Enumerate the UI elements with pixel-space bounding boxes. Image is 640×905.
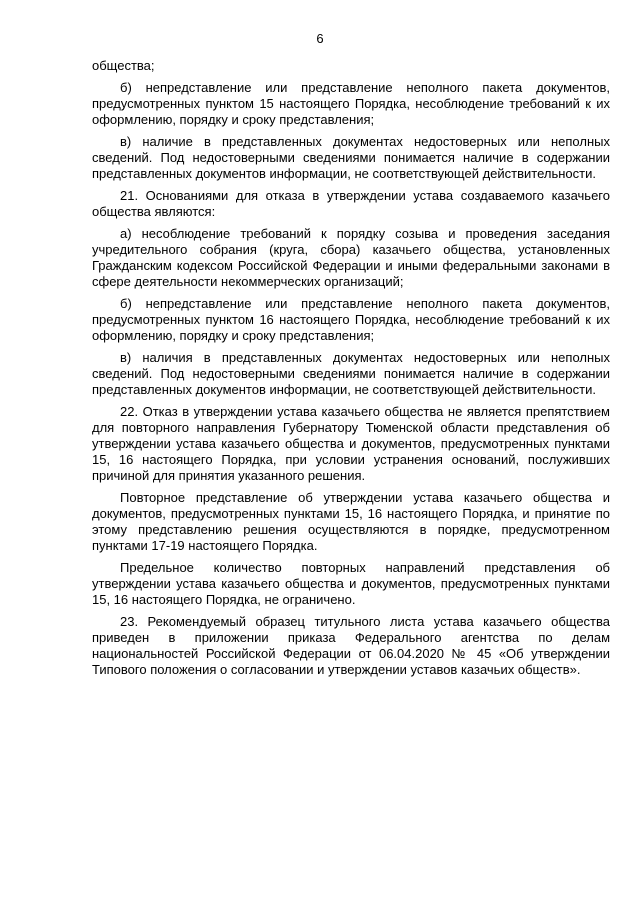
paragraph-item-a-assembly: а) несоблюдение требований к порядку созыва и проведения заседания учредительного собрания (круга, сбора) казачьего общества, установленных Гражданским кодексом Российской Федерации и иными федеральными законами в сфере деятельности некоммерческих организаций; xyxy=(92,226,610,289)
page-number: 6 xyxy=(316,31,324,46)
paragraph-item-v-unreliable-info: в) наличие в представленных документах недостоверных или неполных сведений. Под недостоверными сведениями понимается наличие в содержании представленных документов информации, не соответствующей действительности. xyxy=(92,134,610,181)
paragraph-item-b-point-16: б) непредставление или представление неполного пакета документов, предусмотренных пунктом 16 настоящего Порядка, несоблюдение требований к их оформлению, порядку и сроку представления; xyxy=(92,296,610,343)
paragraph-repeat-submission: Повторное представление об утверждении устава казачьего общества и документов, предусмотренных пунктами 15, 16 настоящего Порядка, и принятие по этому представлению решения осуществляются в порядке, предусмотренном пунктами 17-19 настоящего Порядка. xyxy=(92,490,610,553)
paragraph-continuation: общества; xyxy=(92,58,155,73)
paragraph-item-b-point-15: б) непредставление или представление неполного пакета документов, предусмотренных пунктом 15 настоящего Порядка, несоблюдение требований к их оформлению, порядку и сроку представления; xyxy=(92,80,610,127)
paragraph-section-23: 23. Рекомендуемый образец титульного листа устава казачьего общества приведен в приложении приказа Федерального агентства по делам национальностей Российской Федерации от 06.04.2020 № 45 «Об утверждении Типового положения о согласовании и утверждении уставов казачьих обществ». xyxy=(92,614,610,677)
document-body xyxy=(92,58,610,684)
paragraph-section-22: 22. Отказ в утверждении устава казачьего общества не является препятствием для повторного направления Губернатору Тюменской области представления об утверждении устава казачьего общества и документов, предусмотренных пунктами 15, 16 настоящего Порядка, при условии устранения оснований, послуживших причиной для принятия указанного решения. xyxy=(92,404,610,483)
paragraph-item-v-unreliable-info-2: в) наличия в представленных документах недостоверных или неполных сведений. Под недостоверными сведениями понимается наличие в содержании представленных документов информации, не соответствующей действительности. xyxy=(92,350,610,397)
paragraph-section-21: 21. Основаниями для отказа в утверждении устава создаваемого казачьего общества являются: xyxy=(92,188,610,219)
paragraph-submission-limit: Предельное количество повторных направлений представления об утверждении устава казачьего общества и документов, предусмотренных пунктами 15, 16 настоящего Порядка, не ограничено. xyxy=(92,560,610,607)
